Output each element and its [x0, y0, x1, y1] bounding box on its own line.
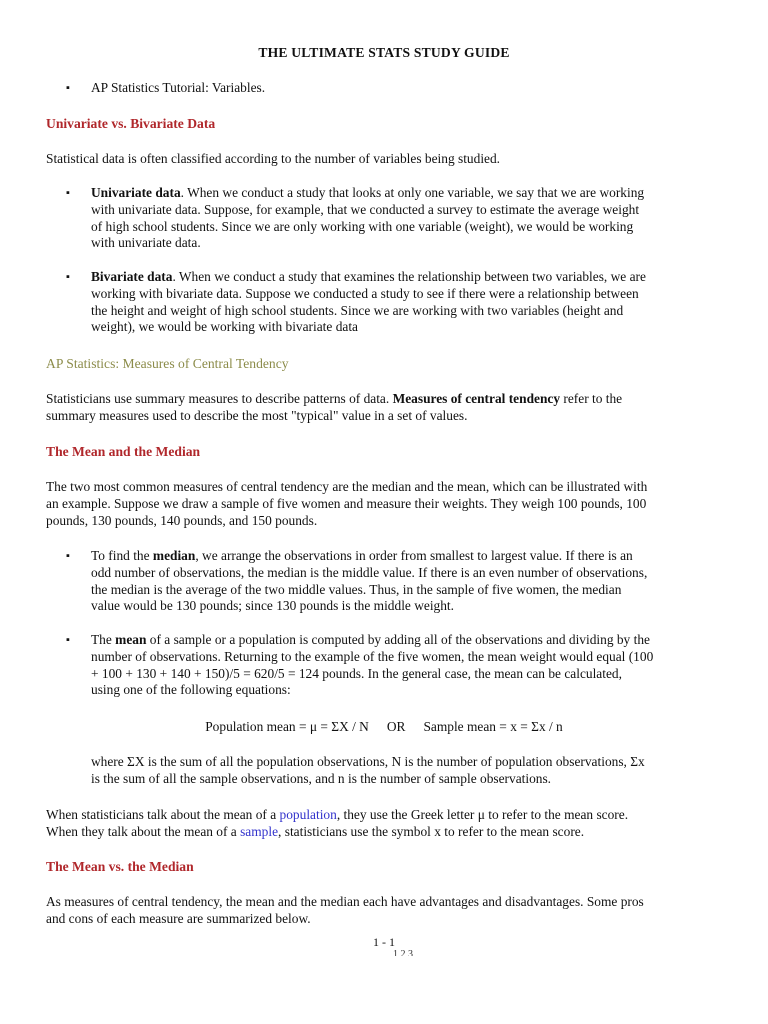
sample-mean-formula: Sample mean = x = Σx / n: [423, 719, 563, 734]
text-span: of a sample or a population is computed by adding all of the observations and dividing by the: [146, 632, 650, 647]
text-line: As measures of central tendency, the mean and the median each have advantages and disadvantages. Some pros: [46, 894, 644, 909]
equation-or: OR: [386, 719, 406, 734]
text-span: , they use the Greek letter μ to refer to the mean score.: [336, 807, 629, 822]
equation: [0, 719, 768, 736]
bullet-text: AP Statistics Tutorial: Variables.: [91, 80, 266, 95]
text-line: [91, 269, 726, 286]
text-line: The two most common measures of central tendency are the median and the mean, which can be illustrated with: [46, 479, 648, 494]
text-span: The: [91, 632, 116, 647]
bullet-marker: ▪: [66, 550, 70, 562]
text-line: using one of the following equations:: [91, 682, 291, 698]
paragraph: [46, 894, 726, 928]
text-line: the height and weight of high school students. Since we are working with two variables (height and: [91, 302, 624, 318]
text-line: number of observations. Returning to the example of the five women, the mean weight would equal (100: [91, 648, 654, 664]
section-heading: AP Statistics: Measures of Central Tendency: [46, 356, 289, 371]
term-bold: Bivariate data: [91, 269, 173, 284]
term-bold: median: [152, 548, 196, 563]
bullet-text: [91, 548, 726, 615]
text-line: of high school students. Since we are only working with one variable (weight), we would be working: [91, 218, 634, 234]
section-heading: The Mean vs. the Median: [46, 859, 194, 874]
text-span: , we arrange the observations in order from smallest to largest value. If there is an: [195, 548, 633, 563]
paragraph: [46, 391, 726, 425]
text-span: . When we conduct a study that examines the relationship between two variables, we are: [172, 269, 646, 284]
page-number: 1 - 1: [373, 935, 395, 949]
bullet-marker: ▪: [66, 187, 70, 199]
section-heading: The Mean and the Median: [46, 444, 201, 459]
text-line: [46, 391, 726, 408]
cropped-footer-text: 1 2 3: [393, 950, 413, 956]
term-bold: mean: [115, 632, 147, 647]
bullet-marker: ▪: [66, 271, 70, 283]
text-line: + 100 + 130 + 140 + 150)/5 = 620/5 = 124 pounds. In the general case, the mean can be calculated,: [91, 665, 622, 681]
population-link[interactable]: population: [279, 807, 337, 822]
paragraph: Statistical data is often classified according to the number of variables being studied.: [46, 151, 501, 166]
text-span: To find the: [91, 548, 153, 563]
text-line: summary measures used to describe the most "typical" value in a set of values.: [46, 407, 468, 423]
paragraph: [91, 754, 726, 788]
text-span: When they talk about the mean of a: [46, 823, 241, 839]
text-line: [91, 632, 726, 649]
text-line: [91, 185, 726, 202]
text-line: the median is the average of the two middle values. Thus, in the sample of five women, the median: [91, 581, 622, 597]
text-line: [46, 807, 726, 824]
sample-link[interactable]: sample: [240, 823, 279, 839]
text-line: odd number of observations, the median is the middle value. If there is an even number of observations,: [91, 564, 648, 580]
text-line: [91, 548, 726, 565]
text-line: weight), we would be working with bivariate data: [91, 319, 358, 335]
text-line: an example. Suppose we draw a sample of five women and measure their weights. They weigh 100 pounds, 100: [46, 495, 647, 511]
term-bold: Measures of central tendency: [392, 391, 561, 406]
population-mean-formula: Population mean = μ = ΣX / N: [205, 719, 369, 734]
text-line: with univariate data. Suppose, for example, that we conducted a survey to estimate the average weight: [91, 201, 640, 217]
text-line: working with bivariate data. Suppose we conducted a study to see if there were a relationship between: [91, 285, 639, 301]
text-span: Statisticians use summary measures to describe patterns of data.: [46, 391, 393, 406]
text-span: . When we conduct a study that looks at only one variable, we say that we are working: [180, 185, 645, 200]
term-bold: Univariate data: [91, 185, 181, 200]
bullet-text: [91, 185, 726, 252]
text-line: with univariate data.: [91, 235, 201, 251]
text-line: and cons of each measure are summarized below.: [46, 910, 311, 926]
text-line: is the sum of all the sample observations, and n is the number of sample observations.: [91, 770, 552, 786]
bullet-text: [91, 632, 726, 699]
text-line: where ΣX is the sum of all the population observations, N is the number of population observations, Σx: [91, 754, 645, 769]
text-line: pounds, 130 pounds, 140 pounds, and 150 pounds.: [46, 512, 318, 528]
bullet-marker: ▪: [66, 82, 70, 94]
text-span: When statisticians talk about the mean of a: [46, 807, 280, 822]
section-heading: Univariate vs. Bivariate Data: [46, 116, 216, 131]
text-line: value would be 130 pounds; since 130 pounds is the middle weight.: [91, 598, 454, 614]
bullet-marker: ▪: [66, 634, 70, 646]
text-span: , statisticians use the symbol x to refer to the mean score.: [278, 823, 585, 839]
text-line: [46, 824, 726, 841]
text-span: refer to the: [560, 391, 623, 406]
page-title: THE ULTIMATE STATS STUDY GUIDE: [258, 45, 510, 60]
paragraph: [46, 479, 726, 529]
bullet-text: [91, 269, 726, 336]
paragraph: [46, 807, 726, 841]
